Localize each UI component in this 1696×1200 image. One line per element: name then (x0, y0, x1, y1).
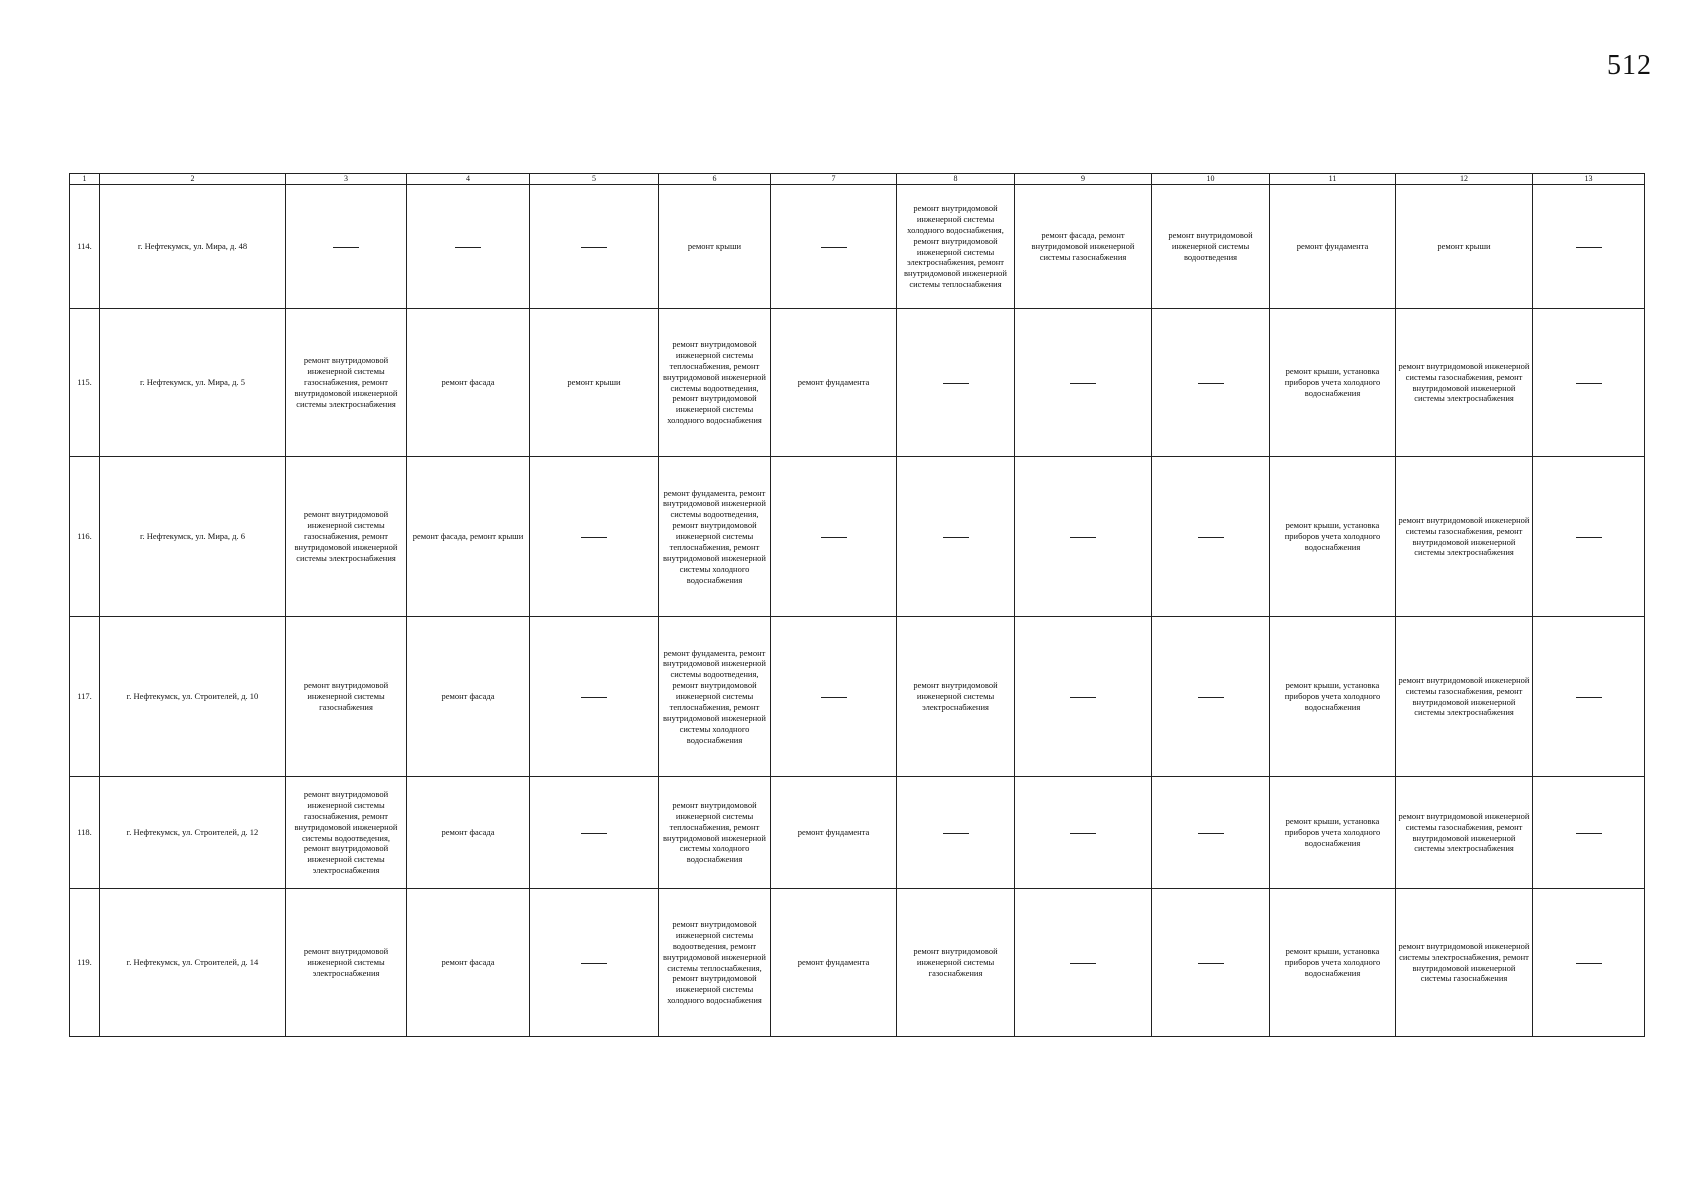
dash-mark (1198, 383, 1224, 384)
address-cell: г. Нефтекумск, ул. Мира, д. 5 (100, 309, 286, 457)
work-cell: ремонт фасада (407, 617, 530, 777)
dash-mark (1070, 697, 1096, 698)
column-number: 2 (100, 174, 286, 185)
work-cell: ремонт фундамента, ремонт внутридомовой инженерной системы водоотведения, ремонт внутридомовой инженерной системы теплоснабжения, ремонт внутридомовой инженерной системы холодного водоснабжения (659, 617, 771, 777)
work-cell: ремонт внутридомовой инженерной системы теплоснабжения, ремонт внутридомовой инженерной системы водоотведения, ремонт внутридомовой инженерной системы холодного водоснабжения (659, 309, 771, 457)
dash-mark (1576, 247, 1602, 248)
work-cell: ремонт внутридомовой инженерной системы теплоснабжения, ремонт внутридомовой инженерной системы холодного водоснабжения (659, 777, 771, 889)
empty-cell (1533, 309, 1645, 457)
empty-cell (530, 777, 659, 889)
dash-mark (1576, 963, 1602, 964)
work-cell: ремонт внутридомовой инженерной системы газоснабжения, ремонт внутридомовой инженерной системы водоотведения, ремонт внутридомовой инженерной системы электроснабжения (286, 777, 407, 889)
column-number: 7 (771, 174, 897, 185)
column-number: 6 (659, 174, 771, 185)
work-cell: ремонт фундамента (771, 777, 897, 889)
column-number: 9 (1015, 174, 1152, 185)
dash-mark (1070, 383, 1096, 384)
empty-cell (530, 185, 659, 309)
empty-cell (530, 457, 659, 617)
dash-mark (1198, 833, 1224, 834)
work-cell: ремонт крыши (530, 309, 659, 457)
dash-mark (1576, 383, 1602, 384)
dash-mark (581, 247, 607, 248)
empty-cell (1533, 777, 1645, 889)
repair-schedule-table (69, 173, 1645, 1037)
table-row (70, 457, 1645, 617)
work-cell: ремонт внутридомовой инженерной системы газоснабжения, ремонт внутридомовой инженерной системы электроснабжения (286, 309, 407, 457)
row-number: 114. (70, 185, 100, 309)
dash-mark (1070, 963, 1096, 964)
address-cell: г. Нефтекумск, ул. Строителей, д. 14 (100, 889, 286, 1037)
empty-cell (1015, 777, 1152, 889)
work-cell: ремонт внутридомовой инженерной системы водоотведения (1152, 185, 1270, 309)
dash-mark (581, 697, 607, 698)
row-number: 117. (70, 617, 100, 777)
empty-cell (1015, 309, 1152, 457)
work-cell: ремонт фасада, ремонт крыши (407, 457, 530, 617)
dash-mark (821, 537, 847, 538)
dash-mark (333, 247, 359, 248)
empty-cell (1015, 889, 1152, 1037)
row-number: 119. (70, 889, 100, 1037)
work-cell: ремонт фасада, ремонт внутридомовой инженерной системы газоснабжения (1015, 185, 1152, 309)
empty-cell (771, 457, 897, 617)
empty-cell (897, 777, 1015, 889)
dash-mark (1070, 537, 1096, 538)
work-cell: ремонт крыши, установка приборов учета холодного водоснабжения (1270, 617, 1396, 777)
work-cell: ремонт внутридомовой инженерной системы газоснабжения, ремонт внутридомовой инженерной системы электроснабжения (286, 457, 407, 617)
dash-mark (821, 697, 847, 698)
dash-mark (943, 833, 969, 834)
empty-cell (407, 185, 530, 309)
dash-mark (581, 833, 607, 834)
column-number: 5 (530, 174, 659, 185)
empty-cell (771, 185, 897, 309)
work-cell: ремонт крыши (1396, 185, 1533, 309)
work-cell: ремонт крыши, установка приборов учета холодного водоснабжения (1270, 309, 1396, 457)
work-cell: ремонт внутридомовой инженерной системы газоснабжения (897, 889, 1015, 1037)
work-cell: ремонт внутридомовой инженерной системы холодного водоснабжения, ремонт внутридомовой инженерной системы электроснабжения, ремонт внутридомовой инженерной системы теплоснабжения (897, 185, 1015, 309)
address-cell: г. Нефтекумск, ул. Мира, д. 6 (100, 457, 286, 617)
work-cell: ремонт внутридомовой инженерной системы электроснабжения (897, 617, 1015, 777)
empty-cell (897, 457, 1015, 617)
table-row (70, 309, 1645, 457)
work-cell: ремонт фундамента (1270, 185, 1396, 309)
row-number: 115. (70, 309, 100, 457)
dash-mark (821, 247, 847, 248)
work-cell: ремонт фундамента (771, 309, 897, 457)
dash-mark (1198, 537, 1224, 538)
dash-mark (581, 537, 607, 538)
work-cell: ремонт фасада (407, 889, 530, 1037)
work-cell: ремонт внутридомовой инженерной системы электроснабжения (286, 889, 407, 1037)
empty-cell (1533, 889, 1645, 1037)
column-number: 3 (286, 174, 407, 185)
dash-mark (943, 383, 969, 384)
dash-mark (1576, 833, 1602, 834)
address-cell: г. Нефтекумск, ул. Строителей, д. 10 (100, 617, 286, 777)
empty-cell (1152, 777, 1270, 889)
work-cell: ремонт фасада (407, 309, 530, 457)
empty-cell (1015, 457, 1152, 617)
empty-cell (1152, 309, 1270, 457)
column-number-row (70, 174, 1645, 185)
empty-cell (771, 617, 897, 777)
empty-cell (1015, 617, 1152, 777)
column-number: 8 (897, 174, 1015, 185)
work-cell: ремонт внутридомовой инженерной системы газоснабжения, ремонт внутридомовой инженерной системы электроснабжения (1396, 309, 1533, 457)
row-number: 118. (70, 777, 100, 889)
work-cell: ремонт фундамента (771, 889, 897, 1037)
empty-cell (1152, 457, 1270, 617)
column-number: 10 (1152, 174, 1270, 185)
empty-cell (1152, 889, 1270, 1037)
work-cell: ремонт внутридомовой инженерной системы электроснабжения, ремонт внутридомовой инженерной системы газоснабжения (1396, 889, 1533, 1037)
work-cell: ремонт крыши, установка приборов учета холодного водоснабжения (1270, 889, 1396, 1037)
dash-mark (943, 537, 969, 538)
column-number: 1 (70, 174, 100, 185)
empty-cell (1533, 185, 1645, 309)
empty-cell (897, 309, 1015, 457)
empty-cell (530, 889, 659, 1037)
work-cell: ремонт внутридомовой инженерной системы водоотведения, ремонт внутридомовой инженерной системы теплоснабжения, ремонт внутридомовой инженерной системы холодного водоснабжения (659, 889, 771, 1037)
table-row (70, 185, 1645, 309)
address-cell: г. Нефтекумск, ул. Мира, д. 48 (100, 185, 286, 309)
table-row (70, 777, 1645, 889)
column-number: 13 (1533, 174, 1645, 185)
row-number: 116. (70, 457, 100, 617)
work-cell: ремонт внутридомовой инженерной системы газоснабжения, ремонт внутридомовой инженерной системы электроснабжения (1396, 457, 1533, 617)
work-cell: ремонт крыши, установка приборов учета холодного водоснабжения (1270, 777, 1396, 889)
dash-mark (1576, 697, 1602, 698)
empty-cell (286, 185, 407, 309)
dash-mark (581, 963, 607, 964)
work-cell: ремонт внутридомовой инженерной системы газоснабжения (286, 617, 407, 777)
dash-mark (1198, 963, 1224, 964)
column-number: 12 (1396, 174, 1533, 185)
dash-mark (1070, 833, 1096, 834)
work-cell: ремонт крыши, установка приборов учета холодного водоснабжения (1270, 457, 1396, 617)
column-number: 11 (1270, 174, 1396, 185)
empty-cell (1533, 457, 1645, 617)
empty-cell (1533, 617, 1645, 777)
empty-cell (1152, 617, 1270, 777)
column-number: 4 (407, 174, 530, 185)
dash-mark (1198, 697, 1224, 698)
work-cell: ремонт внутридомовой инженерной системы газоснабжения, ремонт внутридомовой инженерной системы электроснабжения (1396, 777, 1533, 889)
work-cell: ремонт крыши (659, 185, 771, 309)
empty-cell (530, 617, 659, 777)
work-cell: ремонт внутридомовой инженерной системы газоснабжения, ремонт внутридомовой инженерной системы электроснабжения (1396, 617, 1533, 777)
address-cell: г. Нефтекумск, ул. Строителей, д. 12 (100, 777, 286, 889)
work-cell: ремонт фасада (407, 777, 530, 889)
dash-mark (455, 247, 481, 248)
work-cell: ремонт фундамента, ремонт внутридомовой инженерной системы водоотведения, ремонт внутридомовой инженерной системы теплоснабжения, ремонт внутридомовой инженерной системы холодного водоснабжения (659, 457, 771, 617)
page-number: 512 (1607, 50, 1652, 81)
table-row (70, 889, 1645, 1037)
dash-mark (1576, 537, 1602, 538)
table-row (70, 617, 1645, 777)
